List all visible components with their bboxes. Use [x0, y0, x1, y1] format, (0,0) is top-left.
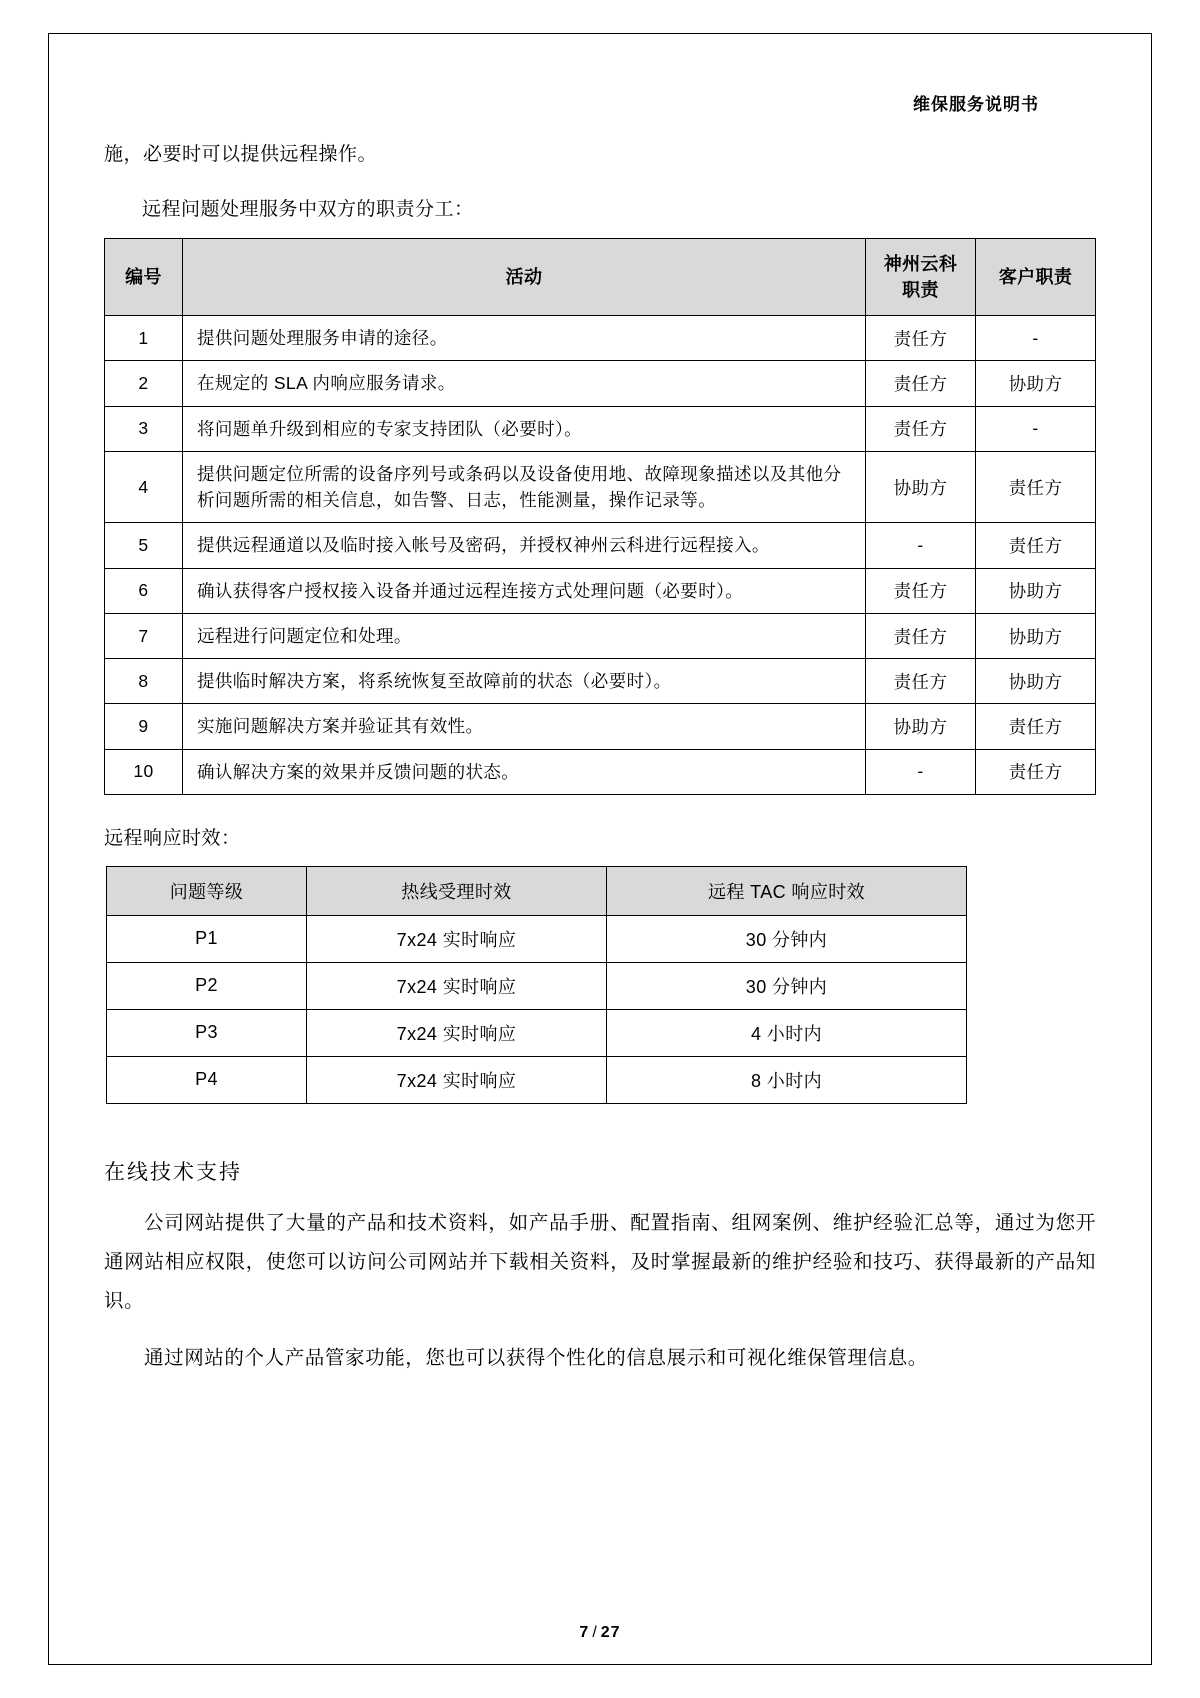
cell-vendor: - — [866, 523, 976, 568]
cell-tac: 4 小时内 — [607, 1009, 967, 1056]
paragraph-website-resources: 公司网站提供了大量的产品和技术资料，如产品手册、配置指南、组网案例、维护经验汇总等，通过为您开通网站相应权限，使您可以访问公司网站并下载相关资料，及时掌握最新的维护经验和技巧、获得最新的产品知识。 — [104, 1211, 1096, 1312]
cell-number: 4 — [105, 451, 183, 523]
col-header-vendor-line1: 神州云科 — [883, 254, 958, 274]
cell-customer: - — [976, 406, 1096, 451]
cell-number: 7 — [105, 613, 183, 658]
cell-vendor: - — [866, 749, 976, 794]
cell-vendor: 责任方 — [866, 568, 976, 613]
cell-vendor: 责任方 — [866, 659, 976, 704]
footer-current-page: 7 — [579, 1624, 590, 1641]
table-row — [105, 316, 1096, 361]
cell-vendor: 责任方 — [866, 361, 976, 406]
cell-activity: 提供远程通道以及临时接入帐号及密码，并授权神州云科进行远程接入。 — [183, 523, 866, 568]
cell-tac: 30 分钟内 — [607, 962, 967, 1009]
table-row — [105, 659, 1096, 704]
table-row — [105, 613, 1096, 658]
cell-customer: 协助方 — [976, 613, 1096, 658]
cell-hotline: 7x24 实时响应 — [307, 962, 607, 1009]
cell-customer: 责任方 — [976, 749, 1096, 794]
page-header-title: 维保服务说明书 — [913, 95, 1039, 114]
table-row — [105, 361, 1096, 406]
cell-number: 6 — [105, 568, 183, 613]
cell-activity: 确认解决方案的效果并反馈问题的状态。 — [183, 749, 866, 794]
cell-customer: 责任方 — [976, 523, 1096, 568]
cell-vendor: 责任方 — [866, 406, 976, 451]
cell-tac: 30 分钟内 — [607, 915, 967, 962]
cell-number: 1 — [105, 316, 183, 361]
cell-level: P3 — [107, 1009, 307, 1056]
cell-tac: 8 小时内 — [607, 1056, 967, 1103]
table-row — [107, 962, 967, 1009]
cell-customer: 协助方 — [976, 568, 1096, 613]
footer-separator: / — [592, 1624, 598, 1641]
col-header-tac: 远程 TAC 响应时效 — [607, 866, 967, 915]
table-row — [105, 568, 1096, 613]
page-footer — [0, 1624, 1200, 1642]
table-row — [105, 451, 1096, 523]
cell-customer: 责任方 — [976, 451, 1096, 523]
cell-activity: 提供问题处理服务申请的途径。 — [183, 316, 866, 361]
cell-number: 9 — [105, 704, 183, 749]
table-row — [105, 406, 1096, 451]
cell-customer: 协助方 — [976, 361, 1096, 406]
cell-vendor: 协助方 — [866, 451, 976, 523]
table-header-row — [105, 239, 1096, 316]
cell-activity: 远程进行问题定位和处理。 — [183, 613, 866, 658]
response-time-table-body — [107, 915, 967, 1103]
cell-customer: 协助方 — [976, 659, 1096, 704]
table-row — [107, 1056, 967, 1103]
cell-activity: 实施问题解决方案并验证其有效性。 — [183, 704, 866, 749]
cell-activity: 在规定的 SLA 内响应服务请求。 — [183, 361, 866, 406]
cell-level: P1 — [107, 915, 307, 962]
col-header-customer: 客户职责 — [976, 239, 1096, 316]
cell-number: 3 — [105, 406, 183, 451]
table-row — [107, 915, 967, 962]
col-header-level: 问题等级 — [107, 866, 307, 915]
cell-vendor: 责任方 — [866, 316, 976, 361]
table-row — [105, 523, 1096, 568]
cell-number: 10 — [105, 749, 183, 794]
cell-activity: 提供临时解决方案，将系统恢复至故障前的状态（必要时）。 — [183, 659, 866, 704]
table2-caption: 远程响应时效： — [104, 827, 241, 849]
cell-number: 2 — [105, 361, 183, 406]
cell-activity: 提供问题定位所需的设备序列号或条码以及设备使用地、故障现象描述以及其他分析问题所需的相关信息，如告警、日志，性能测量，操作记录等。 — [183, 451, 866, 523]
col-header-number: 编号 — [105, 239, 183, 316]
cell-customer: - — [976, 316, 1096, 361]
cell-activity: 将问题单升级到相应的专家支持团队（必要时）。 — [183, 406, 866, 451]
col-header-vendor — [866, 239, 976, 316]
col-header-vendor-line2: 职责 — [902, 280, 939, 301]
cell-level: P2 — [107, 962, 307, 1009]
cell-customer: 责任方 — [976, 704, 1096, 749]
cell-vendor: 责任方 — [866, 613, 976, 658]
table-row — [105, 749, 1096, 794]
cell-hotline: 7x24 实时响应 — [307, 1009, 607, 1056]
col-header-hotline: 热线受理时效 — [307, 866, 607, 915]
response-time-table — [106, 866, 967, 1104]
col-header-activity: 活动 — [183, 239, 866, 316]
cell-activity: 确认获得客户授权接入设备并通过远程连接方式处理问题（必要时）。 — [183, 568, 866, 613]
cell-number: 5 — [105, 523, 183, 568]
cell-vendor: 协助方 — [866, 704, 976, 749]
page-content — [48, 33, 1152, 1665]
table-header-row — [107, 866, 967, 915]
table-row — [107, 1009, 967, 1056]
intro-line: 施，必要时可以提供远程操作。 — [104, 144, 378, 165]
cell-level: P4 — [107, 1056, 307, 1103]
cell-hotline: 7x24 实时响应 — [307, 1056, 607, 1103]
cell-hotline: 7x24 实时响应 — [307, 915, 607, 962]
responsibility-table-body — [105, 316, 1096, 795]
paragraph-product-steward: 通过网站的个人产品管家功能，您也可以获得个性化的信息展示和可视化维保管理信息。 — [144, 1346, 928, 1369]
footer-total-pages: 27 — [600, 1624, 621, 1641]
cell-number: 8 — [105, 659, 183, 704]
table-row — [105, 704, 1096, 749]
table1-caption: 远程问题处理服务中双方的职责分工： — [142, 198, 474, 220]
section-title-online-support: 在线技术支持 — [104, 1160, 242, 1184]
responsibility-table — [104, 238, 1096, 795]
